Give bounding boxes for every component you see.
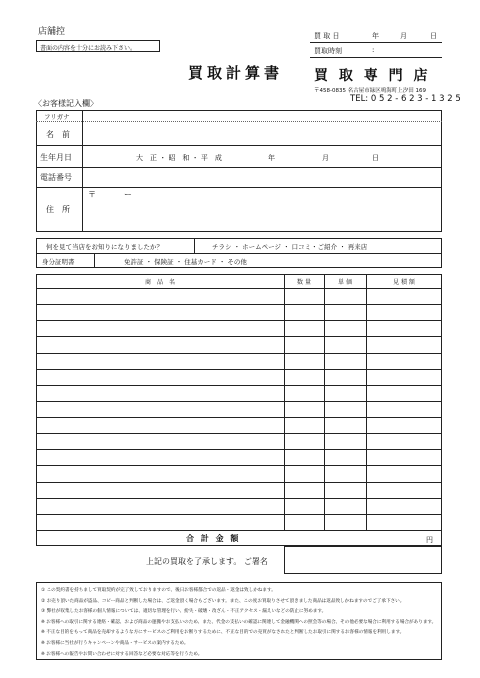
table-row[interactable] [36, 417, 442, 433]
dob-year-label: 年 [268, 154, 275, 162]
store-copy-label: 店舗控 [38, 27, 66, 37]
total-unit: 円 [426, 536, 433, 544]
date-month-label: 月 [400, 32, 407, 40]
customer-label-divider [82, 110, 83, 232]
table-row[interactable] [36, 336, 442, 352]
doc-title: 買取計算書 [188, 64, 284, 82]
read-notice: 書面の内容を十分にお読み下さい。 [36, 40, 160, 52]
date-underline [310, 42, 442, 43]
address-label: 住 所 [46, 205, 70, 214]
id-label: 身分証明書 [42, 258, 75, 266]
terms-item: ※ お客様への報告やお問い合わせに対する回答など必要な対応等を行うため。 [41, 651, 203, 657]
time-underline [310, 57, 442, 58]
col-header-unit-price: 単 価 [338, 279, 352, 286]
how-heard-options: チラシ ・ ホームページ ・ 口コミ・ご紹介 ・ 再来店 [212, 243, 368, 251]
purchase-date-label: 買 取 日 [314, 32, 340, 40]
terms-list [41, 586, 439, 660]
table-row[interactable] [36, 498, 442, 514]
consent-text: 上記の買取を了承します。 ご署名 [146, 557, 268, 566]
id-options: 免許証 ・ 保険証 ・ 住基カード ・ その他 [124, 258, 247, 266]
table-row-line [36, 530, 442, 531]
signature-box[interactable] [284, 546, 442, 574]
postal-mark: 〒 [88, 190, 96, 199]
dob-eras: 大 正 ・ 昭 和 ・ 平 成 [136, 154, 222, 162]
terms-item: ② お売り頂いた商品が盗品、コピー商品と判断した場合は、ご返金頂く場合もございます。また、この度お買取りさせて頂きました商品は返品致しかねますのでご了承下さい。 [41, 598, 405, 604]
name-label: 名 前 [46, 130, 70, 139]
col-header-estimate: 見 積 額 [393, 279, 415, 286]
table-row[interactable] [36, 401, 442, 417]
table-row[interactable] [36, 514, 442, 530]
table-row[interactable] [36, 353, 442, 369]
col-header-quantity: 数 量 [297, 279, 311, 286]
table-row[interactable] [36, 320, 442, 336]
terms-item: ① この契約書を持ちまして買取契約が完了致しておりますので、後日お客様都合での返品・返金は致しかねます。 [41, 588, 276, 593]
dob-label: 生年月日 [40, 153, 72, 162]
postal-dash: ー [124, 190, 132, 199]
table-row[interactable] [36, 288, 442, 304]
total-label: 合 計 金 額 [186, 534, 241, 543]
terms-item: ※ お客様に当社が行うキャンペーンや商品・サービスの案内するため。 [41, 640, 189, 646]
table-row[interactable] [36, 433, 442, 449]
table-row[interactable] [36, 304, 442, 320]
shop-address: 〒458-0835 名古屋市緑区鳴海町上汐田 169 [314, 88, 426, 94]
date-year-label: 年 [372, 32, 379, 40]
table-row[interactable] [36, 369, 442, 385]
phone-label: 電話番号 [40, 173, 72, 182]
customer-form-box [36, 110, 442, 232]
terms-item: ※ 不正な目的をもって商品を売却するような方にサービスのご利用をお断りするために、不正な目的での売買がなされたと判断したお取引に関するお客様の情報を利用します。 [41, 630, 405, 636]
shop-name: 買 取 専 門 店 [314, 68, 431, 84]
furigana-label: フリガナ [44, 113, 70, 121]
date-day-label: 日 [430, 32, 437, 40]
how-heard-question: 何を見て当店をお知りになりましたか？ [46, 243, 163, 251]
col-header-product: 商 品 名 [144, 279, 175, 286]
shop-tel: TEL: 0 5 2 - 6 2 3 - 1 3 2 5 [350, 94, 461, 104]
terms-item: ③ 弊社が収集したお客様の個人情報については、適切な管理を行い、紛失・破壊・改ざん・不正アクセス・漏えいなどの防止に努めます。 [41, 609, 327, 615]
table-row[interactable] [36, 449, 442, 465]
time-colon: : [372, 46, 375, 54]
dob-day-label: 日 [372, 154, 379, 162]
customer-section-title: 〈お客様記入欄〉 [34, 99, 98, 108]
table-row[interactable] [36, 465, 442, 481]
dob-month-label: 月 [322, 154, 329, 162]
table-row[interactable] [36, 482, 442, 498]
terms-item: ※ お客様への取引に関する連絡・確認、および商品の運搬やお支払いのため、また、代金の支払いの確認に関連して金融機関への照会等の場合、その他必要な場合に利用する場合があります。 [41, 619, 437, 625]
table-row[interactable] [36, 385, 442, 401]
purchase-time-label: 買取時刻 [314, 47, 342, 55]
